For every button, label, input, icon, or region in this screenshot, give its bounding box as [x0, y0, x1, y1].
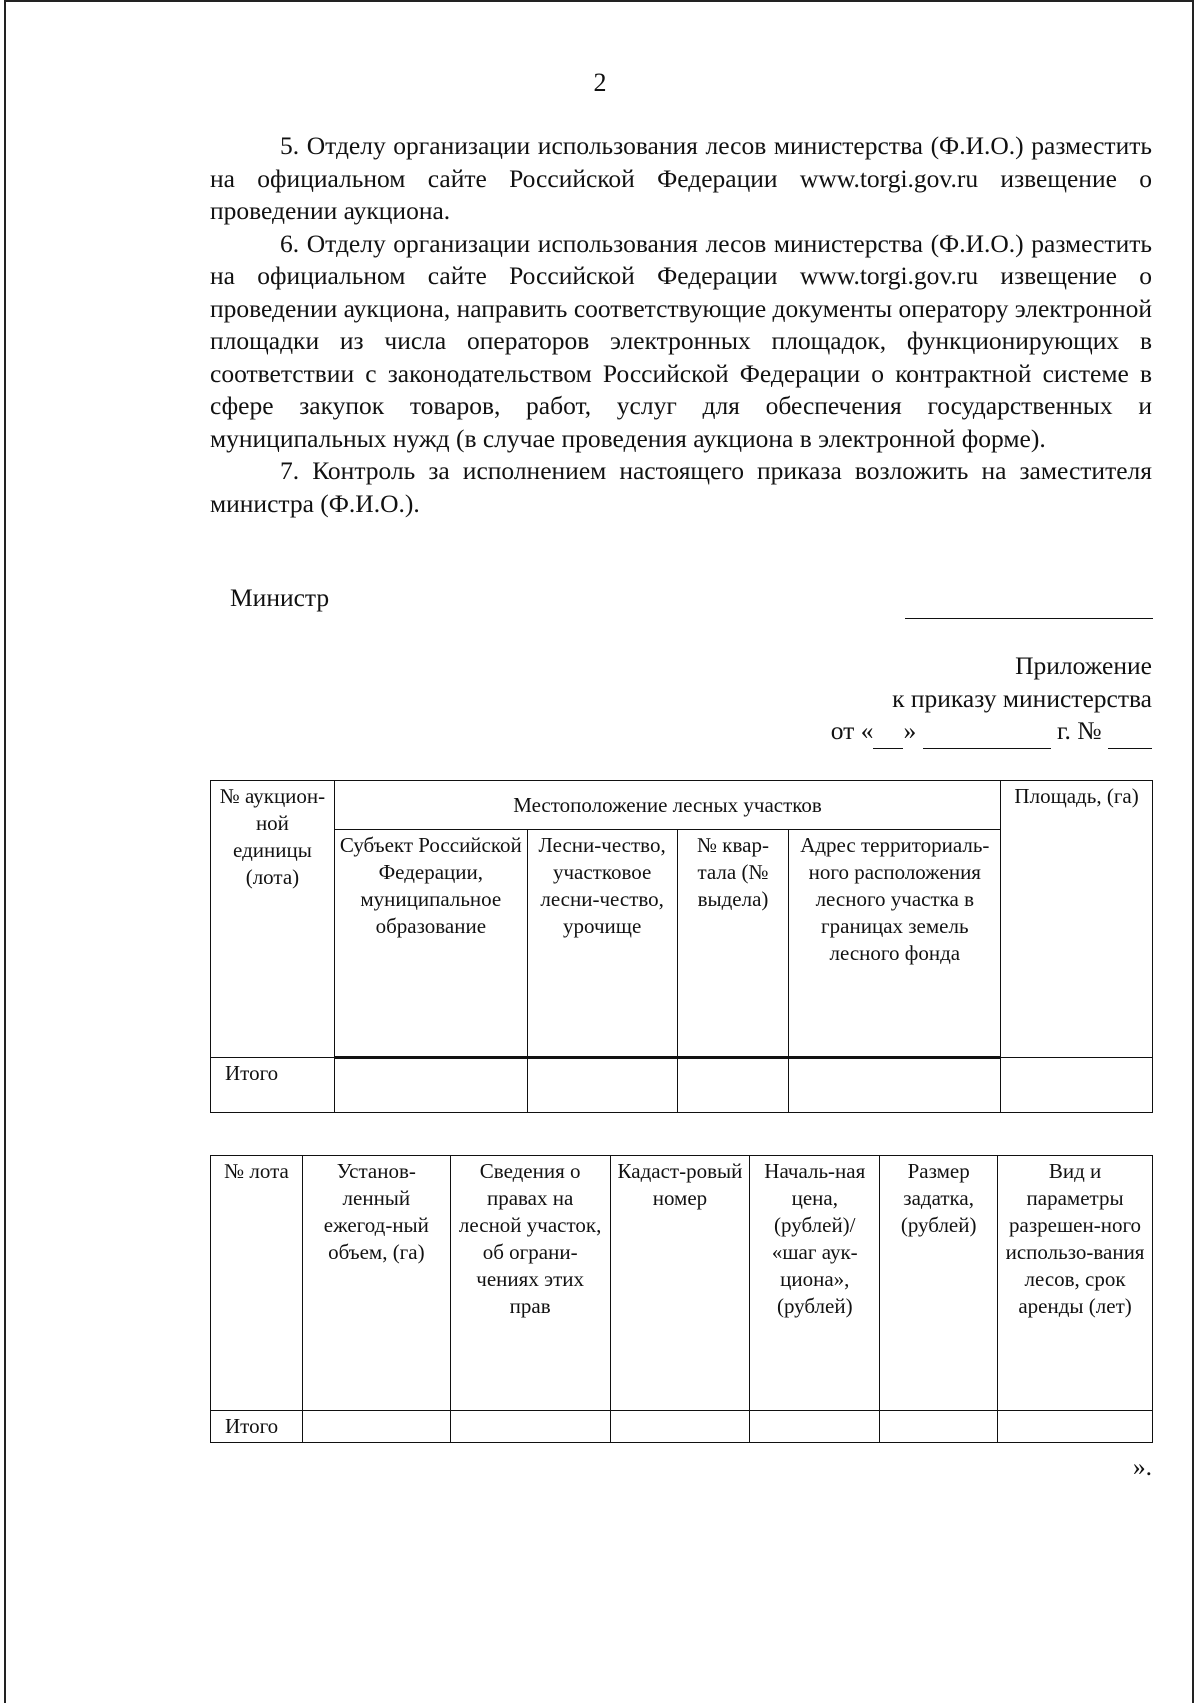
day-blank	[873, 715, 903, 749]
total-cell	[750, 1411, 880, 1443]
total-cell	[302, 1411, 450, 1443]
total-cell	[998, 1411, 1153, 1443]
date-year: г. №	[1056, 716, 1102, 745]
header-area: Площадь, (га)	[1001, 781, 1153, 1058]
total-label: Итого	[211, 1058, 335, 1113]
page-number: 2	[593, 68, 607, 97]
total-cell	[450, 1411, 610, 1443]
closing-quote: ».	[1132, 1452, 1152, 1481]
date-middle: »	[903, 716, 917, 745]
header-usage-type: Вид и параметры разрешен-ного использо-вания лесов, срок аренды (лет)	[998, 1156, 1153, 1411]
paragraph-7: 7. Контроль за исполнением настоящего приказа возложить на заместителя министра (Ф.И.О.).	[210, 456, 1152, 518]
header-forestry: Лесни-чество, участковое лесни-чество, урочище	[527, 830, 677, 1058]
paragraph-6: 6. Отделу организации использования лесов министерства (Ф.И.О.) разместить на официальном сайте Российской Федерации www.torgi.gov.ru извещение о проведении аукциона, направить соответствующие документы оператору электронной площадки из числа операторов электронных площадок, функционирующих в соответствии с законодательством Российской Федерации о контрактной системе в сфере закупок товаров, работ, услуг для обеспечения государственных и муниципальных нужд (в случае проведения аукциона в электронной форме).	[210, 228, 1152, 453]
appendix-reference: к приказу министерства	[892, 683, 1152, 713]
header-quarter: № квар-тала (№ выдела)	[677, 830, 789, 1058]
signature-line	[905, 618, 1153, 619]
header-address: Адрес территориаль-ного расположения лесного участка в границах земель лесного фонда	[789, 830, 1001, 1058]
header-annual-volume: Установ-ленный ежегод-ный объем, (га)	[302, 1156, 450, 1411]
header-subject: Субъект Российской Федерации, муниципальное образование	[334, 830, 527, 1058]
signature-title: Министр	[230, 583, 330, 612]
total-cell	[880, 1411, 998, 1443]
header-location: Местоположение лесных участков	[334, 781, 1000, 830]
header-rights: Сведения о правах на лесной участок, об ограни-чениях этих прав	[450, 1156, 610, 1411]
header-deposit: Размер задатка, (рублей)	[880, 1156, 998, 1411]
total-cell	[1001, 1058, 1153, 1113]
appendix-header	[831, 650, 1152, 749]
number-blank	[1108, 715, 1152, 749]
header-cadastral-number: Кадаст-ровый номер	[610, 1156, 750, 1411]
month-blank	[923, 715, 1051, 749]
lots-details-table	[210, 1155, 1153, 1443]
lots-location-table	[210, 780, 1153, 1113]
appendix-date	[831, 715, 1152, 749]
total-cell	[677, 1058, 789, 1113]
header-lot-number: № лота	[211, 1156, 303, 1411]
header-lot: № аукцион-ной единицы (лота)	[211, 781, 335, 1058]
header-starting-price: Началь-ная цена, (рублей)/ «шаг аук-циона», (рублей)	[750, 1156, 880, 1411]
paragraph-5: 5. Отделу организации использования лесов министерства (Ф.И.О.) разместить на официальном сайте Российской Федерации www.torgi.gov.ru извещение о проведении аукциона.	[210, 131, 1152, 225]
total-cell	[789, 1058, 1001, 1113]
total-cell	[527, 1058, 677, 1113]
appendix-title: Приложение	[1015, 651, 1152, 680]
date-prefix: от «	[830, 716, 874, 745]
total-cell	[334, 1058, 527, 1113]
total-cell	[610, 1411, 750, 1443]
total-label: Итого	[211, 1411, 303, 1443]
order-body	[210, 130, 1152, 520]
